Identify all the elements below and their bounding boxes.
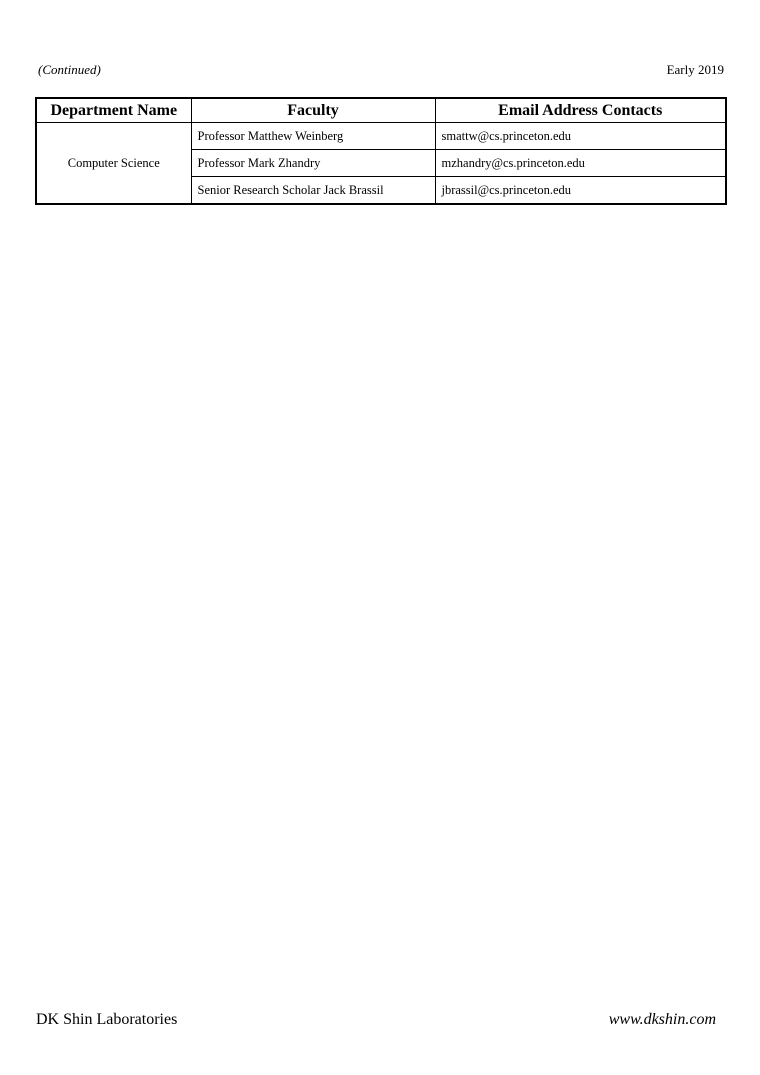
email-cell: smattw@cs.princeton.edu <box>435 123 726 150</box>
faculty-cell: Senior Research Scholar Jack Brassil <box>191 177 435 205</box>
column-header-faculty: Faculty <box>191 98 435 123</box>
footer-company-name: DK Shin Laboratories <box>36 1011 178 1028</box>
document-date: Early 2019 <box>666 62 724 77</box>
faculty-cell: Professor Mark Zhandry <box>191 150 435 177</box>
continued-label: (Continued) <box>38 62 101 77</box>
table-row <box>36 123 726 150</box>
contacts-table <box>35 97 727 205</box>
email-cell: jbrassil@cs.princeton.edu <box>435 177 726 205</box>
faculty-cell: Professor Matthew Weinberg <box>191 123 435 150</box>
table-header-row <box>36 98 726 123</box>
column-header-department: Department Name <box>36 98 191 123</box>
column-header-email: Email Address Contacts <box>435 98 726 123</box>
department-cell: Computer Science <box>36 123 191 205</box>
footer-website: www.dkshin.com <box>608 1011 716 1028</box>
email-cell: mzhandry@cs.princeton.edu <box>435 150 726 177</box>
